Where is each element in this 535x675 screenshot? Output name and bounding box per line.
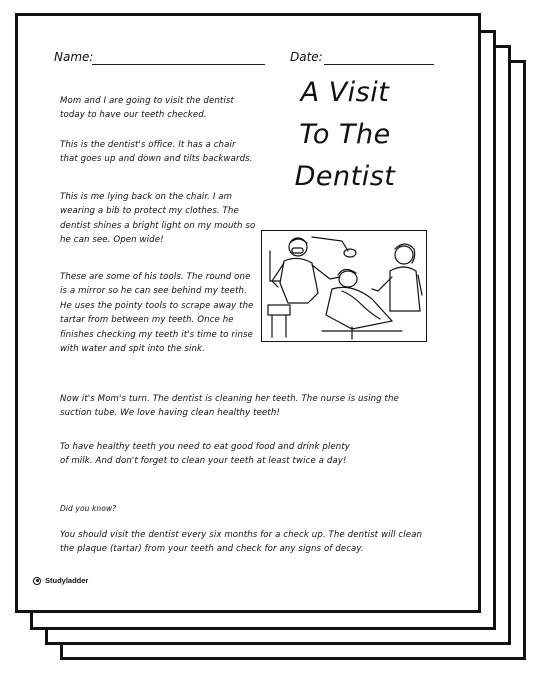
did-you-know-heading: Did you know? [60,504,117,513]
logo-icon [33,577,41,585]
paragraph: These are some of his tools. The round one is a mirror so he can see behind my teeth. He uses the pointy tools to scrape away the tartar from between my teeth. Once he finishes checking my teeth it's time to rinse with water and spit into the sink. [60,272,254,355]
lamp-arm [312,237,348,251]
studyladder-logo [33,576,88,585]
date-label: Date: [290,50,323,64]
title-line: Dentist [294,161,396,192]
name-label: Name: [54,50,94,64]
name-line [92,64,265,65]
dentist-illustration [261,230,427,342]
title-line: A Visit [300,77,390,108]
date-line [324,64,434,65]
paragraph: Now it's Mom's turn. The dentist is cleaning her teeth. The nurse is using the suction tube. We love having clean healthy teeth! [60,394,399,419]
paragraph: Mom and I are going to visit the dentist today to have our teeth checked. [60,96,234,121]
paragraph: This is the dentist's office. It has a chair that goes up and down and tilts backwards. [60,140,253,165]
brand-name: Studyladder [45,576,89,585]
nurse-head [395,246,413,264]
paragraph: To have healthy teeth you need to eat good food and drink plenty of milk. And don't forget to clean your teeth at least twice a day! [60,442,350,467]
page-title [262,72,428,198]
title-line: To The [299,119,391,150]
dental-chair [326,287,392,329]
did-you-know-text: You should visit the dentist every six months for a check up. The dentist will clean the plaque (tartar) from your teeth and check for any signs of decay. [60,530,423,555]
patient-head [339,271,357,287]
nurse-body [390,267,420,311]
paragraph: This is me lying back on the chair. I am wearing a bib to protect my clothes. The dentist shines a bright light on my mouth so he can see. Open wide! [60,192,256,246]
